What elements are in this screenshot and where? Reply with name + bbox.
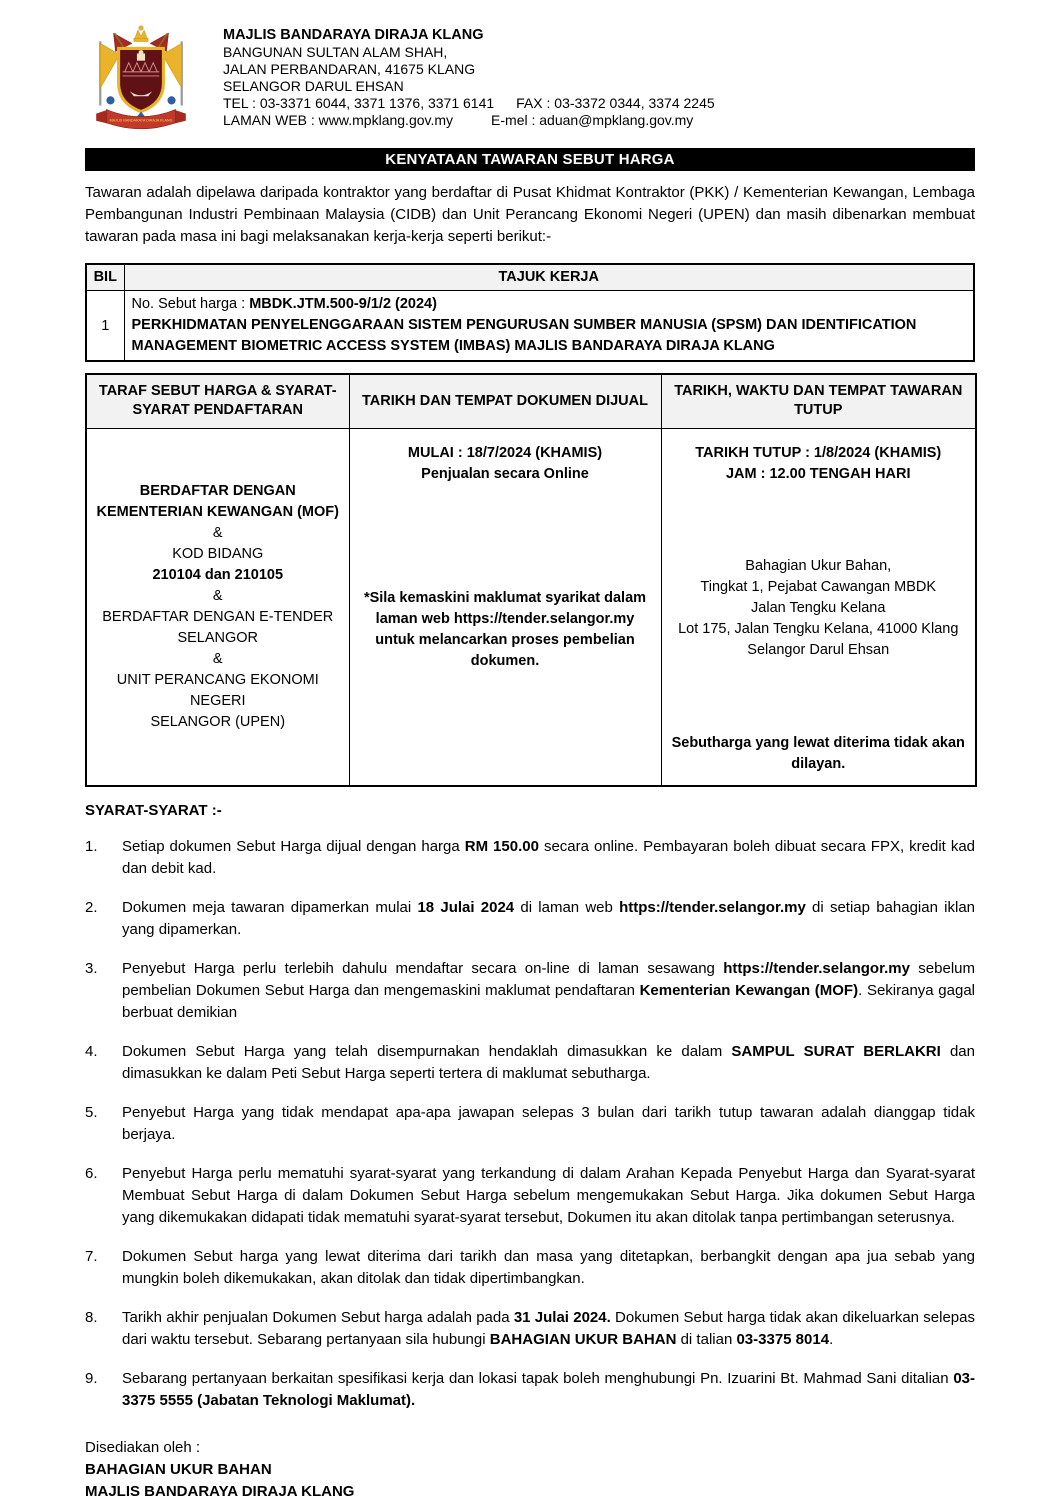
web-email-line	[223, 112, 715, 129]
sale-start-date: MULAI : 18/7/2024 (KHAMIS)	[407, 444, 603, 461]
conditions-heading: SYARAT-SYARAT :-	[85, 801, 222, 819]
requirement-line: SELANGOR	[177, 629, 259, 646]
job-row-description	[124, 291, 974, 362]
website-text: LAMAN WEB : www.mpklang.gov.my	[223, 112, 454, 128]
email-text: E-mel : aduan@mpklang.gov.my	[491, 112, 694, 128]
closing-time: JAM : 12.00 TENGAH HARI	[725, 465, 911, 482]
condition-text: Dokumen Sebut Harga yang telah disempurnakan hendaklah dimasukkan ke dalam SAMPUL SURAT BERLAKRI dan dimasukkan ke dalam Peti Sebut Harga seperti tertera di maklumat sebutharga.	[122, 1042, 975, 1082]
closing-date: TARIKH TUTUP : 1/8/2024 (KHAMIS)	[695, 444, 942, 461]
mbdk-crest-logo	[85, 24, 197, 139]
info-header-tawaran-tutup: TARIKH, WAKTU DAN TEMPAT TAWARAN TUTUP	[661, 374, 976, 428]
letterhead-text	[223, 24, 715, 129]
condition-text: Penyebut Harga yang tidak mendapat apa-apa jawapan selepas 3 bulan dari tarikh tutup tawaran adalah dianggap tidak berjaya.	[122, 1103, 975, 1143]
condition-item-9	[85, 1368, 975, 1412]
condition-number: 6.	[85, 1164, 98, 1182]
condition-text: Dokumen Sebut harga yang lewat diterima dari tarikh dan masa yang ditetapkan, berbangkit dengan apa jua sebab yang mungkin boleh dikemukakan, akan ditolak dan tidak dipertimbangkan.	[122, 1247, 975, 1287]
condition-number: 5.	[85, 1103, 98, 1121]
condition-text: Setiap dokumen Sebut Harga dijual dengan harga RM 150.00 secara online. Pembayaran boleh dibuat secara FPX, kredit kad dan debit kad.	[122, 837, 976, 877]
info-header-dokumen-dijual: TARIKH DAN TEMPAT DOKUMEN DIJUAL	[349, 374, 661, 428]
condition-number: 9.	[85, 1369, 98, 1387]
tel-text: TEL : 03-3371 6044, 3371 1376, 3371 6141	[223, 95, 495, 111]
job-table-header-title: TAJUK KERJA	[124, 264, 974, 291]
condition-item-4	[85, 1041, 975, 1085]
prepared-by-block	[85, 1437, 975, 1500]
update-company-note: *Sila kemaskini maklumat syarikat dalam laman web https://tender.selangor.my untuk melancarkan proses pembelian dokumen.	[363, 589, 647, 669]
intro-paragraph: Tawaran adalah dipelawa daripada kontraktor yang berdaftar di Pusat Khidmat Kontraktor (PKK) / Kementerian Kewangan, Lembaga Pembangunan Industri Pembinaan Malaysia (CIDB) dan Unit Perancang Ekonomi Negeri (UPEN) dan masih dibenarkan membuat tawaran pada masa ini bagi melaksanakan kerja-kerja seperti berikut:-	[85, 184, 975, 245]
address-line: JALAN PERBANDARAN, 41675 KLANG	[223, 61, 476, 77]
address-line: Bahagian Ukur Bahan,	[745, 558, 892, 574]
crest-icon	[85, 24, 197, 134]
quote-ref-value: MBDK.JTM.500-9/1/2 (2024)	[249, 296, 437, 312]
submission-address	[678, 556, 958, 661]
condition-text: Dokumen meja tawaran dipamerkan mulai 18 Julai 2024 di laman web https://tender.selangor.my di setiap bahagian iklan yang dipamerkan.	[122, 898, 976, 938]
address-line: BANGUNAN SULTAN ALAM SHAH,	[223, 44, 448, 60]
ampersand-separator: &	[212, 587, 223, 604]
ampersand-separator: &	[212, 524, 223, 541]
sale-method: Penjualan secara Online	[421, 465, 589, 482]
condition-number: 1.	[85, 837, 98, 855]
condition-number: 8.	[85, 1308, 98, 1326]
address-line: Tingkat 1, Pejabat Cawangan MBDK	[700, 579, 937, 595]
condition-text: Penyebut Harga perlu mematuhi syarat-syarat yang terkandung di dalam Arahan Kepada Penyebut Harga dan Syarat-syarat Membuat Sebut Harga di dalam Dokumen Sebut Harga sebelum mengemukakan Sebut Harga. Jika dokumen Sebut Harga yang dikemukakan didapati tidak mematuhi syarat-syarat tersebut, Dokumen itu akan ditolak tanpa pertimbangan seterusnya.	[122, 1164, 975, 1226]
condition-item-3	[85, 958, 975, 1024]
letterhead	[85, 24, 975, 139]
prepared-by-label: Disediakan oleh :	[85, 1438, 201, 1456]
fax-text: FAX : 03-3372 0344, 3374 2245	[516, 95, 715, 111]
notice-title-bar: KENYATAAN TAWARAN SEBUT HARGA	[85, 148, 975, 171]
closing-info-cell	[661, 428, 976, 786]
info-table	[85, 373, 977, 787]
job-title-text: PERKHIDMATAN PENYELENGGARAAN SISTEM PENGURUSAN SUMBER MANUSIA (SPSM) DAN IDENTIFICATION MANAGEMENT BIOMETRIC ACCESS SYSTEM (IMBAS) MAJLIS BANDARAYA DIRAJA KLANG	[131, 317, 917, 354]
condition-text: Penyebut Harga perlu terlebih dahulu mendaftar secara on-line di laman sesawang https://tender.selangor.my sebelum pembelian Dokumen Sebut Harga dan mengemaskini maklumat pendaftaran Kementerian Kewangan (MOF). Sekiranya gagal berbuat demikian	[122, 959, 976, 1021]
condition-item-5	[85, 1102, 975, 1146]
address-line: SELANGOR DARUL EHSAN	[223, 78, 404, 94]
address-line: Jalan Tengku Kelana	[751, 600, 886, 616]
late-submission-note: Sebutharga yang lewat diterima tidak akan dilayan.	[671, 734, 965, 772]
condition-number: 3.	[85, 959, 98, 977]
job-table-row	[86, 291, 974, 362]
condition-item-1	[85, 836, 975, 880]
tel-fax-line	[223, 95, 715, 112]
crest-ribbon-text: MAJLIS BANDARAYA DIRAJA KLANG	[109, 118, 173, 123]
requirement-line: 210104 dan 210105	[152, 566, 284, 583]
address-line: Lot 175, Jalan Tengku Kelana, 41000 Klang	[678, 621, 959, 637]
ampersand-separator: &	[212, 650, 223, 667]
requirement-line: BERDAFTAR DENGAN E-TENDER	[102, 608, 334, 625]
job-table	[85, 263, 975, 362]
requirement-line: UNIT PERANCANG EKONOMI NEGERI	[116, 671, 319, 709]
org-name: MAJLIS BANDARAYA DIRAJA KLANG	[223, 27, 484, 43]
prepared-by-department: BAHAGIAN UKUR BAHAN	[85, 1460, 272, 1478]
info-header-taraf: TARAF SEBUT HARGA & SYARAT-SYARAT PENDAFTARAN	[86, 374, 349, 428]
condition-number: 7.	[85, 1247, 98, 1265]
condition-number: 2.	[85, 898, 98, 916]
requirement-line: KOD BIDANG	[172, 545, 264, 562]
address-line: Selangor Darul Ehsan	[747, 642, 890, 658]
requirement-line: KEMENTERIAN KEWANGAN (MOF)	[96, 503, 339, 520]
condition-item-2	[85, 897, 975, 941]
requirement-line: BERDAFTAR DENGAN	[139, 482, 296, 499]
requirement-line: SELANGOR (UPEN)	[150, 713, 286, 730]
condition-text: Sebarang pertanyaan berkaitan spesifikasi kerja dan lokasi tapak boleh menghubungi Pn. Izuarini Bt. Mahmad Sani ditalian 03-3375 5555 (Jabatan Teknologi Maklumat).	[122, 1369, 975, 1409]
document-sale-cell	[349, 428, 661, 786]
condition-text: Tarikh akhir penjualan Dokumen Sebut harga adalah pada 31 Julai 2024. Dokumen Sebut harga tidak akan dikeluarkan selepas dari waktu tersebut. Sebarang pertanyaan sila hubungi BAHAGIAN UKUR BAHAN di talian 03-3375 8014.	[122, 1308, 975, 1348]
job-table-header-bil: BIL	[86, 264, 124, 291]
condition-item-7	[85, 1246, 975, 1290]
condition-item-8	[85, 1307, 975, 1351]
job-row-number: 1	[86, 291, 124, 362]
condition-item-6	[85, 1163, 975, 1229]
quote-ref-label: No. Sebut harga :	[131, 296, 250, 312]
condition-number: 4.	[85, 1042, 98, 1060]
prepared-by-organisation: MAJLIS BANDARAYA DIRAJA KLANG	[85, 1482, 355, 1500]
registration-requirements-cell	[86, 428, 349, 786]
